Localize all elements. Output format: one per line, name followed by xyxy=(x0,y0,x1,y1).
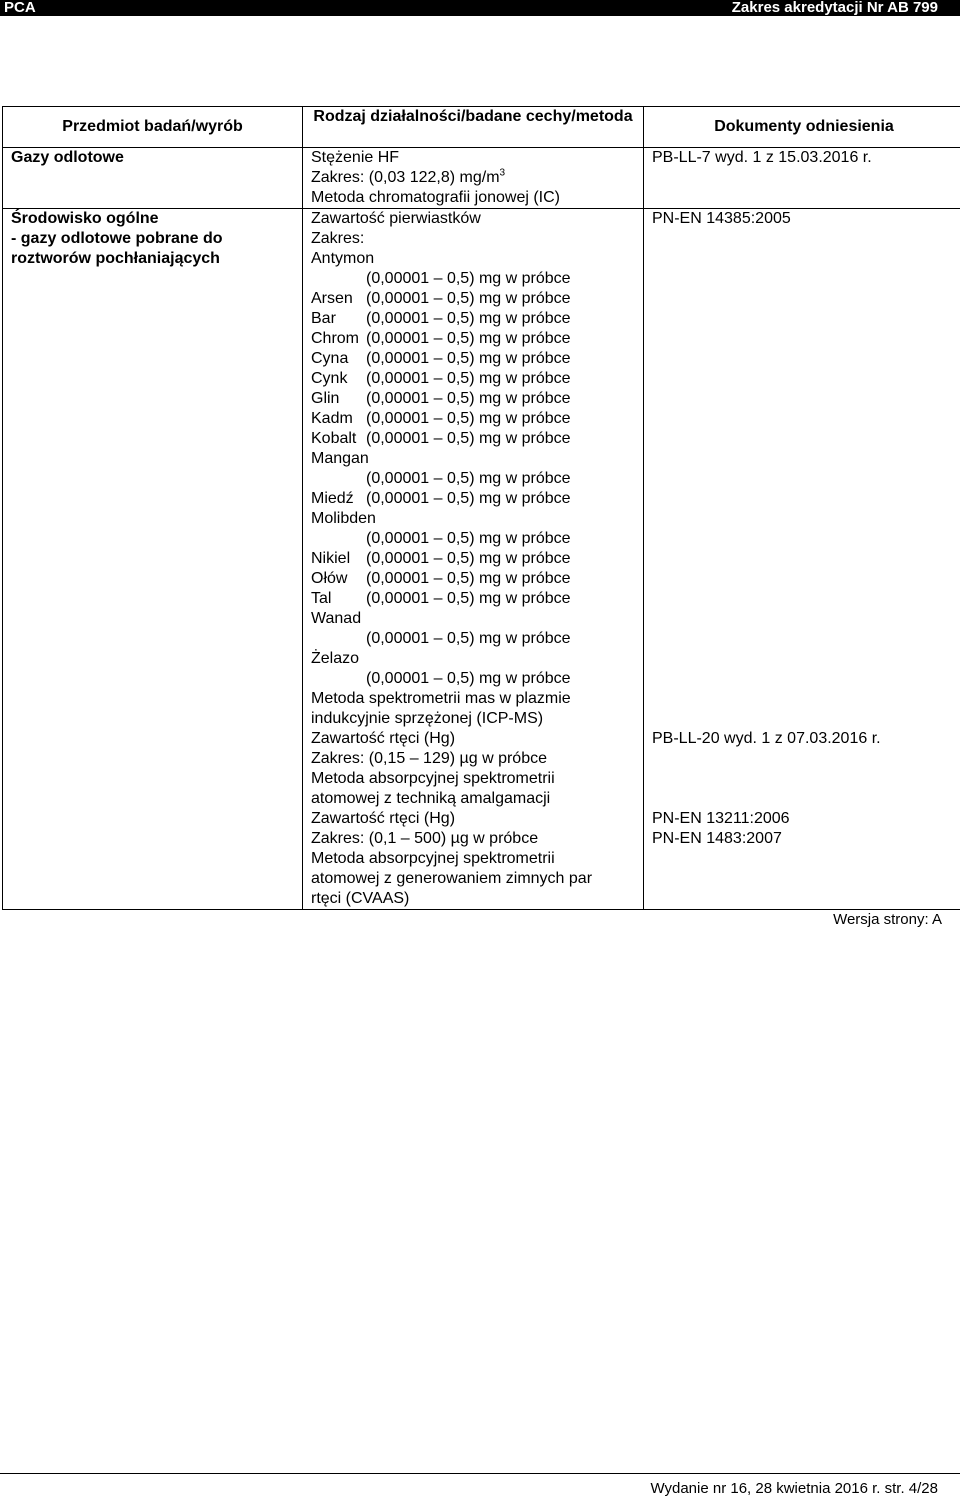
element-range: (0,00001 – 0,5) mg w próbce xyxy=(311,469,635,489)
documents-cell: PN-EN 14385:2005 PB-LL-20 wyd. 1 z 07.03.2016 r. PN-EN 13211:2006 PN-EN 1483:2007 xyxy=(644,209,960,910)
header-right: Zakres akredytacji Nr AB 799 xyxy=(732,0,938,16)
footer-text: Wydanie nr 16, 28 kwietnia 2016 r. str. 4/28 xyxy=(650,1480,938,1497)
header-documents: Dokumenty odniesienia xyxy=(644,107,960,148)
element-name: Wanad xyxy=(311,609,635,629)
list-item xyxy=(311,329,635,349)
element-name: Nikiel xyxy=(311,549,366,569)
element-range: (0,00001 – 0,5) mg w próbce xyxy=(366,369,571,389)
list-item xyxy=(311,429,635,449)
list-item xyxy=(311,489,635,509)
page-version: Wersja strony: A xyxy=(833,911,942,928)
table-row xyxy=(3,209,960,910)
element-range: (0,00001 – 0,5) mg w próbce xyxy=(311,669,635,689)
element-range: (0,00001 – 0,5) mg w próbce xyxy=(366,289,571,309)
footer xyxy=(0,1473,960,1498)
element-name: Ołów xyxy=(311,569,366,589)
element-name: Cynk xyxy=(311,369,366,389)
element-name: Żelazo xyxy=(311,649,635,669)
element-name: Bar xyxy=(311,309,366,329)
header-subject: Przedmiot badań/wyrób xyxy=(3,107,303,148)
element-range: (0,00001 – 0,5) mg w próbce xyxy=(366,349,571,369)
element-name: Arsen xyxy=(311,289,366,309)
element-range: (0,00001 – 0,5) mg w próbce xyxy=(366,389,571,409)
subject-cell: Środowisko ogólne - gazy odlotowe pobrane do roztworów pochłaniających xyxy=(3,209,303,910)
list-item xyxy=(311,569,635,589)
element-name: Glin xyxy=(311,389,366,409)
list-item xyxy=(311,549,635,569)
documents-cell: PB-LL-7 wyd. 1 z 15.03.2016 r. xyxy=(644,148,960,209)
element-range: (0,00001 – 0,5) mg w próbce xyxy=(311,629,635,649)
list-item xyxy=(311,349,635,369)
header-method: Rodzaj działalności/badane cechy/metoda xyxy=(303,107,644,148)
element-name: Molibden xyxy=(311,509,635,529)
element-range: (0,00001 – 0,5) mg w próbce xyxy=(366,589,571,609)
element-list xyxy=(311,249,635,689)
method-cell: Zawartość pierwiastków Zakres: Antymon (0,00001 – 0,5) mg w próbce Arsen (0,00001 – 0,5) mg w próbce Bar (0,00001 – 0,5) mg w próbce Chrom (0,00001 – 0,5) mg w próbce Cyna (0,00001 – 0,5) mg w próbce Cynk (0,00001 – 0,5) mg w próbce Glin (0,00001 – 0,5) mg w próbce Kadm (0,00001 – 0,5) mg w próbce Kobalt (0,00001 – 0,5) mg w próbce Mangan (0,00001 – 0,5) mg w próbce Miedź (0,00001 – 0,5) mg w próbce Molibden (0,00001 – 0,5) mg w próbce Nikiel (0,00001 – 0,5) mg w próbce Ołów (0,00001 – 0,5) mg w próbce Tal (0,00001 – 0,5) mg w próbce Wanad (0,00001 – 0,5) mg w próbce Żelazo (0,00001 – 0,5) mg w próbce Metoda spektrometrii mas w plazmie indukcyjnie sprzężonej (ICP-MS) Zawartość rtęci (Hg) Zakres: (0,15 – 129) µg w próbce Metoda absorpcyjnej spektrometrii atomowej z techniką amalgamacji Zawartość rtęci (Hg) Zakres: (0,1 – 500) µg w próbce Metoda absorpcyjnej spektrometrii atomowej z generowaniem zimnych par rtęci (CVAAS) xyxy=(303,209,644,910)
element-name: Antymon xyxy=(311,249,635,269)
element-range: (0,00001 – 0,5) mg w próbce xyxy=(311,269,635,289)
element-name: Chrom xyxy=(311,329,366,349)
list-item xyxy=(311,409,635,429)
table-row xyxy=(3,148,960,209)
element-range: (0,00001 – 0,5) mg w próbce xyxy=(366,409,571,429)
element-name: Kobalt xyxy=(311,429,366,449)
element-range: (0,00001 – 0,5) mg w próbce xyxy=(366,569,571,589)
header-bar xyxy=(0,0,960,16)
accreditation-table xyxy=(2,106,960,910)
subject-cell: Gazy odlotowe xyxy=(3,148,303,209)
table-header-row xyxy=(3,107,960,148)
element-name: Tal xyxy=(311,589,366,609)
element-range: (0,00001 – 0,5) mg w próbce xyxy=(366,329,571,349)
list-item xyxy=(311,309,635,329)
element-name: Miedź xyxy=(311,489,366,509)
element-range: (0,00001 – 0,5) mg w próbce xyxy=(311,529,635,549)
element-name: Mangan xyxy=(311,449,635,469)
element-name: Cyna xyxy=(311,349,366,369)
element-range: (0,00001 – 0,5) mg w próbce xyxy=(366,309,571,329)
element-range: (0,00001 – 0,5) mg w próbce xyxy=(366,549,571,569)
list-item xyxy=(311,389,635,409)
element-name: Kadm xyxy=(311,409,366,429)
header-left: PCA xyxy=(4,0,36,16)
element-range: (0,00001 – 0,5) mg w próbce xyxy=(366,429,571,449)
list-item xyxy=(311,589,635,609)
list-item xyxy=(311,369,635,389)
element-range: (0,00001 – 0,5) mg w próbce xyxy=(366,489,571,509)
list-item xyxy=(311,289,635,309)
method-cell: Stężenie HF Zakres: (0,03 122,8) $mg/m^3$ Metoda chromatografii jonowej (IC) xyxy=(303,148,644,209)
